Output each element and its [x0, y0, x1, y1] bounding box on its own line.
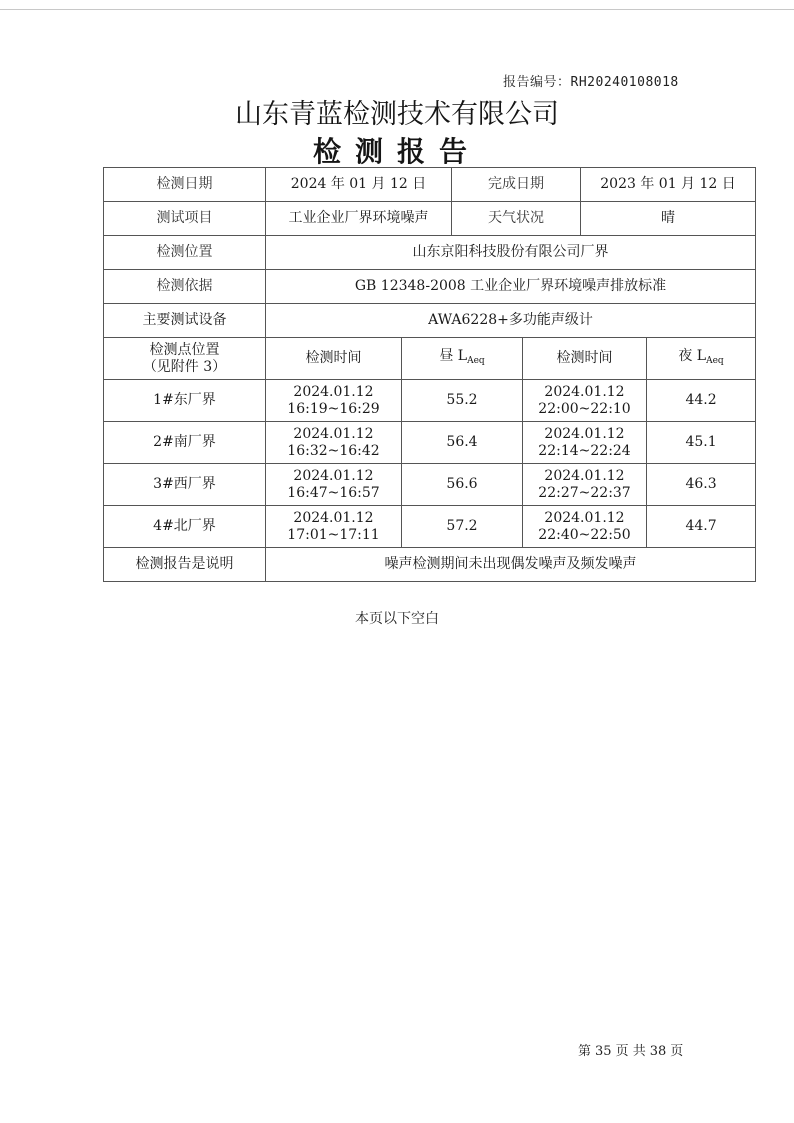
- table-row: [104, 422, 756, 464]
- location-label: 检测位置: [104, 236, 266, 270]
- night-time-header: 检测时间: [523, 338, 647, 380]
- night-value-cell: 44.7: [647, 506, 756, 548]
- top-rule: [0, 9, 794, 10]
- day-time-cell: [266, 464, 402, 506]
- night-value-cell: 44.2: [647, 380, 756, 422]
- night-date: 2024.01.12: [544, 425, 625, 442]
- weather-value: 晴: [581, 202, 756, 236]
- night-time-cell: [523, 464, 647, 506]
- remarks-label: 检测报告是说明: [104, 548, 266, 582]
- equipment-value: AWA6228+多功能声级计: [266, 304, 756, 338]
- day-time-header: 检测时间: [266, 338, 402, 380]
- day-level-prefix: 昼 L: [439, 347, 468, 364]
- day-date: 2024.01.12: [293, 509, 374, 526]
- test-date-label: 检测日期: [104, 168, 266, 202]
- point-cell: 1#东厂界: [104, 380, 266, 422]
- document-title: 检测报告: [312, 135, 481, 168]
- night-time-range: 22:27~22:37: [538, 484, 631, 501]
- day-date: 2024.01.12: [293, 425, 374, 442]
- day-time-range: 17:01~17:11: [287, 526, 380, 543]
- weather-label: 天气状况: [452, 202, 581, 236]
- page-number: [578, 1040, 687, 1059]
- report-table: [103, 167, 756, 582]
- equipment-label: 主要测试设备: [104, 304, 266, 338]
- night-level-header: [647, 338, 756, 380]
- night-date: 2024.01.12: [544, 467, 625, 484]
- night-time-cell: [523, 506, 647, 548]
- point-header-line1: 检测点位置: [149, 341, 220, 358]
- test-item-value: 工业企业厂界环境噪声: [266, 202, 452, 236]
- row-item-weather: [104, 202, 756, 236]
- day-value-cell: 57.2: [402, 506, 523, 548]
- point-cell: 3#西厂界: [104, 464, 266, 506]
- blank-page-note: 本页以下空白: [355, 611, 439, 627]
- page-current: 35: [595, 1044, 612, 1059]
- page-total: 38: [649, 1044, 667, 1059]
- basis-value: GB 12348-2008 工业企业厂界环境噪声排放标准: [266, 270, 756, 304]
- measurement-header-row: [104, 338, 756, 380]
- night-time-cell: [523, 422, 647, 464]
- complete-date-label: 完成日期: [452, 168, 581, 202]
- page-mid: 页 共: [615, 1044, 646, 1059]
- complete-date-value: 2023 年 01 月 12 日: [581, 168, 756, 202]
- location-value: 山东京阳科技股份有限公司厂界: [266, 236, 756, 270]
- night-value-cell: 45.1: [647, 422, 756, 464]
- row-equipment: [104, 304, 756, 338]
- night-level-prefix: 夜 L: [678, 347, 707, 364]
- table-row: [104, 380, 756, 422]
- point-header: [104, 338, 266, 380]
- day-value-cell: 56.4: [402, 422, 523, 464]
- point-header-line2: （见附件 3）: [142, 358, 227, 375]
- report-number-label: 报告编号：: [503, 75, 571, 90]
- report-number: [503, 71, 679, 90]
- page-end: 页: [670, 1044, 684, 1059]
- day-time-cell: [266, 422, 402, 464]
- day-level-header: [402, 338, 523, 380]
- test-date-value: 2024 年 01 月 12 日: [266, 168, 452, 202]
- night-time-cell: [523, 380, 647, 422]
- day-date: 2024.01.12: [293, 467, 374, 484]
- company-name: 山东青蓝检测技术有限公司: [235, 99, 559, 130]
- day-time-range: 16:32~16:42: [287, 442, 380, 459]
- test-item-label: 测试项目: [104, 202, 266, 236]
- row-remarks: [104, 548, 756, 582]
- remarks-text: 噪声检测期间未出现偶发噪声及频发噪声: [266, 548, 756, 582]
- row-basis: [104, 270, 756, 304]
- row-location: [104, 236, 756, 270]
- day-time-cell: [266, 506, 402, 548]
- report-number-value: RH20240108018: [570, 75, 679, 90]
- night-date: 2024.01.12: [544, 383, 625, 400]
- day-time-cell: [266, 380, 402, 422]
- night-time-range: 22:14~22:24: [538, 442, 631, 459]
- night-value-cell: 46.3: [647, 464, 756, 506]
- basis-label: 检测依据: [104, 270, 266, 304]
- point-cell: 2#南厂界: [104, 422, 266, 464]
- day-value-cell: 55.2: [402, 380, 523, 422]
- page-label: 第: [578, 1044, 592, 1059]
- night-time-range: 22:00~22:10: [538, 400, 631, 417]
- night-date: 2024.01.12: [544, 509, 625, 526]
- table-row: [104, 464, 756, 506]
- night-time-range: 22:40~22:50: [538, 526, 631, 543]
- point-cell: 4#北厂界: [104, 506, 266, 548]
- day-time-range: 16:19~16:29: [287, 400, 380, 417]
- day-level-subscript: Aeq: [467, 355, 485, 366]
- row-dates: [104, 168, 756, 202]
- table-row: [104, 506, 756, 548]
- night-level-subscript: Aeq: [706, 355, 724, 366]
- day-time-range: 16:47~16:57: [287, 484, 380, 501]
- day-date: 2024.01.12: [293, 383, 374, 400]
- day-value-cell: 56.6: [402, 464, 523, 506]
